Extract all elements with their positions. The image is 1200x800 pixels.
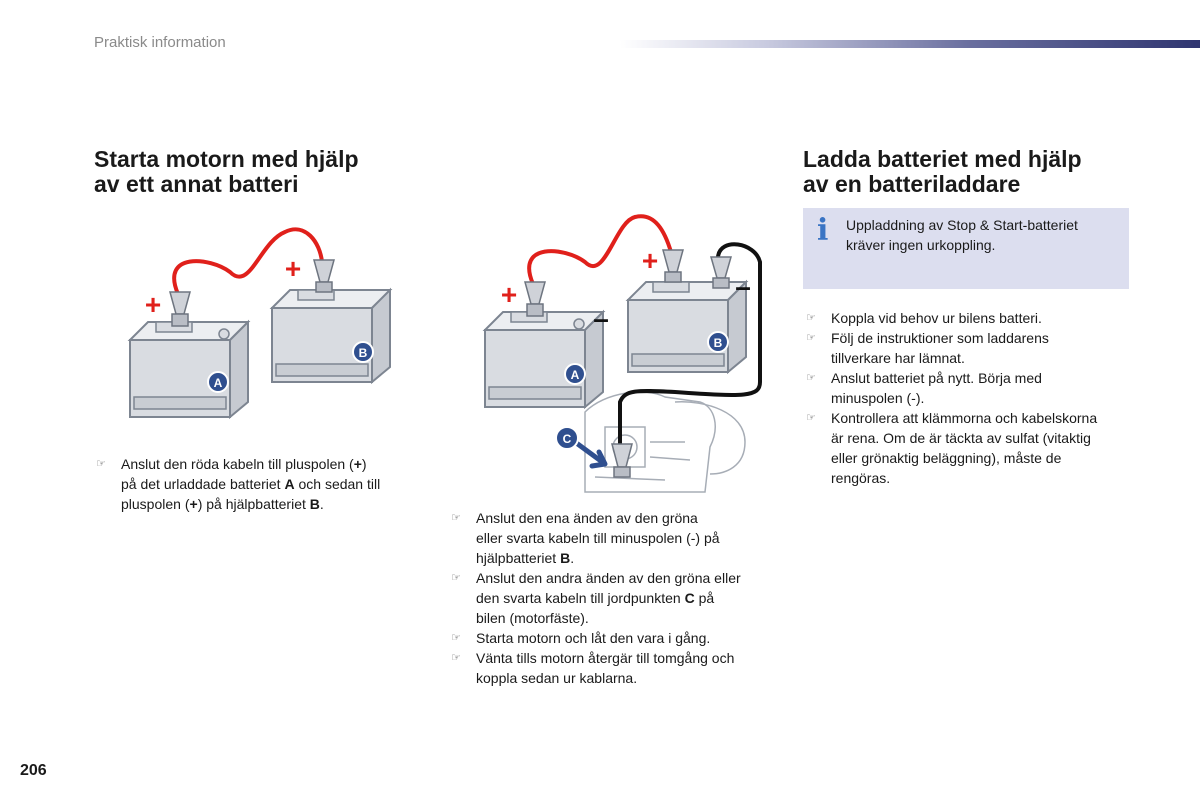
- bullet-mark-icon: ☞: [806, 411, 816, 424]
- bullet-mark-icon: ☞: [806, 311, 816, 324]
- info-icon: i: [817, 213, 829, 248]
- battery-a: [130, 322, 248, 417]
- clamp-a: [170, 292, 190, 326]
- battery-a: [485, 312, 603, 407]
- battery-b: [628, 282, 746, 372]
- list-item: ☞ Vänta tills motorn återgär till tomgång och koppla sedan ur kablarna.: [451, 650, 735, 686]
- bullet-mark-icon: ☞: [451, 511, 461, 524]
- header-bar: [620, 40, 1200, 48]
- battery-b-label: B: [358, 346, 368, 360]
- list-item: ☞ Anslut den andra änden av den gröna eller den svarta kabeln till jordpunkten C på bilen (motorfäste).: [451, 570, 741, 626]
- list-item: ☞ Anslut den röda kabeln till pluspolen (+) på det urladdade batteriet A och sedan till pluspolen (+) på hjälpbatteriet B.: [96, 456, 381, 512]
- bullet-mark-icon: ☞: [451, 631, 461, 644]
- right-title-line2: av en batteriladdare: [803, 171, 1021, 197]
- page-number: 206: [20, 762, 47, 779]
- list-item: ☞ Anslut den ena änden av den gröna eller svarta kabeln till minuspolen (-) på hjälpbatteriet B.: [451, 510, 720, 566]
- plus-b-sign: +: [284, 253, 302, 284]
- ground-arrow-icon: [575, 442, 605, 466]
- jumpstart-figure-middle: [475, 212, 775, 502]
- middle-bullet-list: [451, 508, 781, 688]
- minus-b-sign: –: [735, 271, 751, 302]
- left-title-line1: Starta motorn med hjälp: [94, 146, 359, 172]
- ground-c-label: C: [562, 432, 572, 446]
- list-item: ☞ Koppla vid behov ur bilens batteri.: [806, 310, 1042, 326]
- battery-b: [272, 290, 390, 382]
- plus-b-sign: +: [641, 245, 659, 276]
- minus-a-sign: –: [593, 303, 609, 334]
- clamp-ground: [612, 444, 632, 477]
- right-title-line1: Ladda batteriet med hjälp: [803, 146, 1082, 172]
- left-bullet-list: [96, 454, 426, 514]
- list-item: ☞ Anslut batteriet på nytt. Börja med minuspolen (-).: [806, 370, 1042, 406]
- list-item: ☞ Starta motorn och låt den vara i gång.: [451, 630, 711, 646]
- bullet-mark-icon: ☞: [806, 331, 816, 344]
- left-title: [94, 147, 359, 197]
- bullet-mark-icon: ☞: [451, 571, 461, 584]
- clamp-b: [314, 260, 334, 292]
- section-label: Praktisk information: [94, 34, 226, 51]
- info-text: Uppladdning av Stop & Start-batteriet kräver ingen urkoppling.: [846, 217, 1078, 253]
- plus-a-sign: +: [144, 289, 162, 320]
- jumpstart-figure-left: [120, 222, 400, 432]
- left-title-line2: av ett annat batteri: [94, 171, 299, 197]
- right-bullet-list: [806, 308, 1136, 488]
- plus-a-sign: +: [500, 279, 518, 310]
- battery-b-label: B: [713, 336, 723, 350]
- clamp-b-plus: [663, 250, 683, 282]
- right-title: [803, 147, 1082, 197]
- battery-a-label: A: [570, 368, 580, 382]
- clamp-b-minus: [711, 257, 731, 288]
- battery-a-label: A: [213, 376, 223, 390]
- list-item: ☞ Kontrollera att klämmorna och kabelskorna är rena. Om de är täckta av sulfat (vitaktig eller grönaktig beläggning), måste de rengöras.: [806, 410, 1098, 486]
- bullet-mark-icon: ☞: [451, 651, 461, 664]
- info-box: [803, 208, 1129, 289]
- bullet-mark-icon: ☞: [96, 457, 106, 470]
- bullet-mark-icon: ☞: [806, 371, 816, 384]
- engine-sketch: [585, 392, 745, 492]
- clamp-a: [525, 282, 545, 316]
- list-item: ☞ Följ de instruktioner som laddarens tillverkare har lämnat.: [806, 330, 1049, 366]
